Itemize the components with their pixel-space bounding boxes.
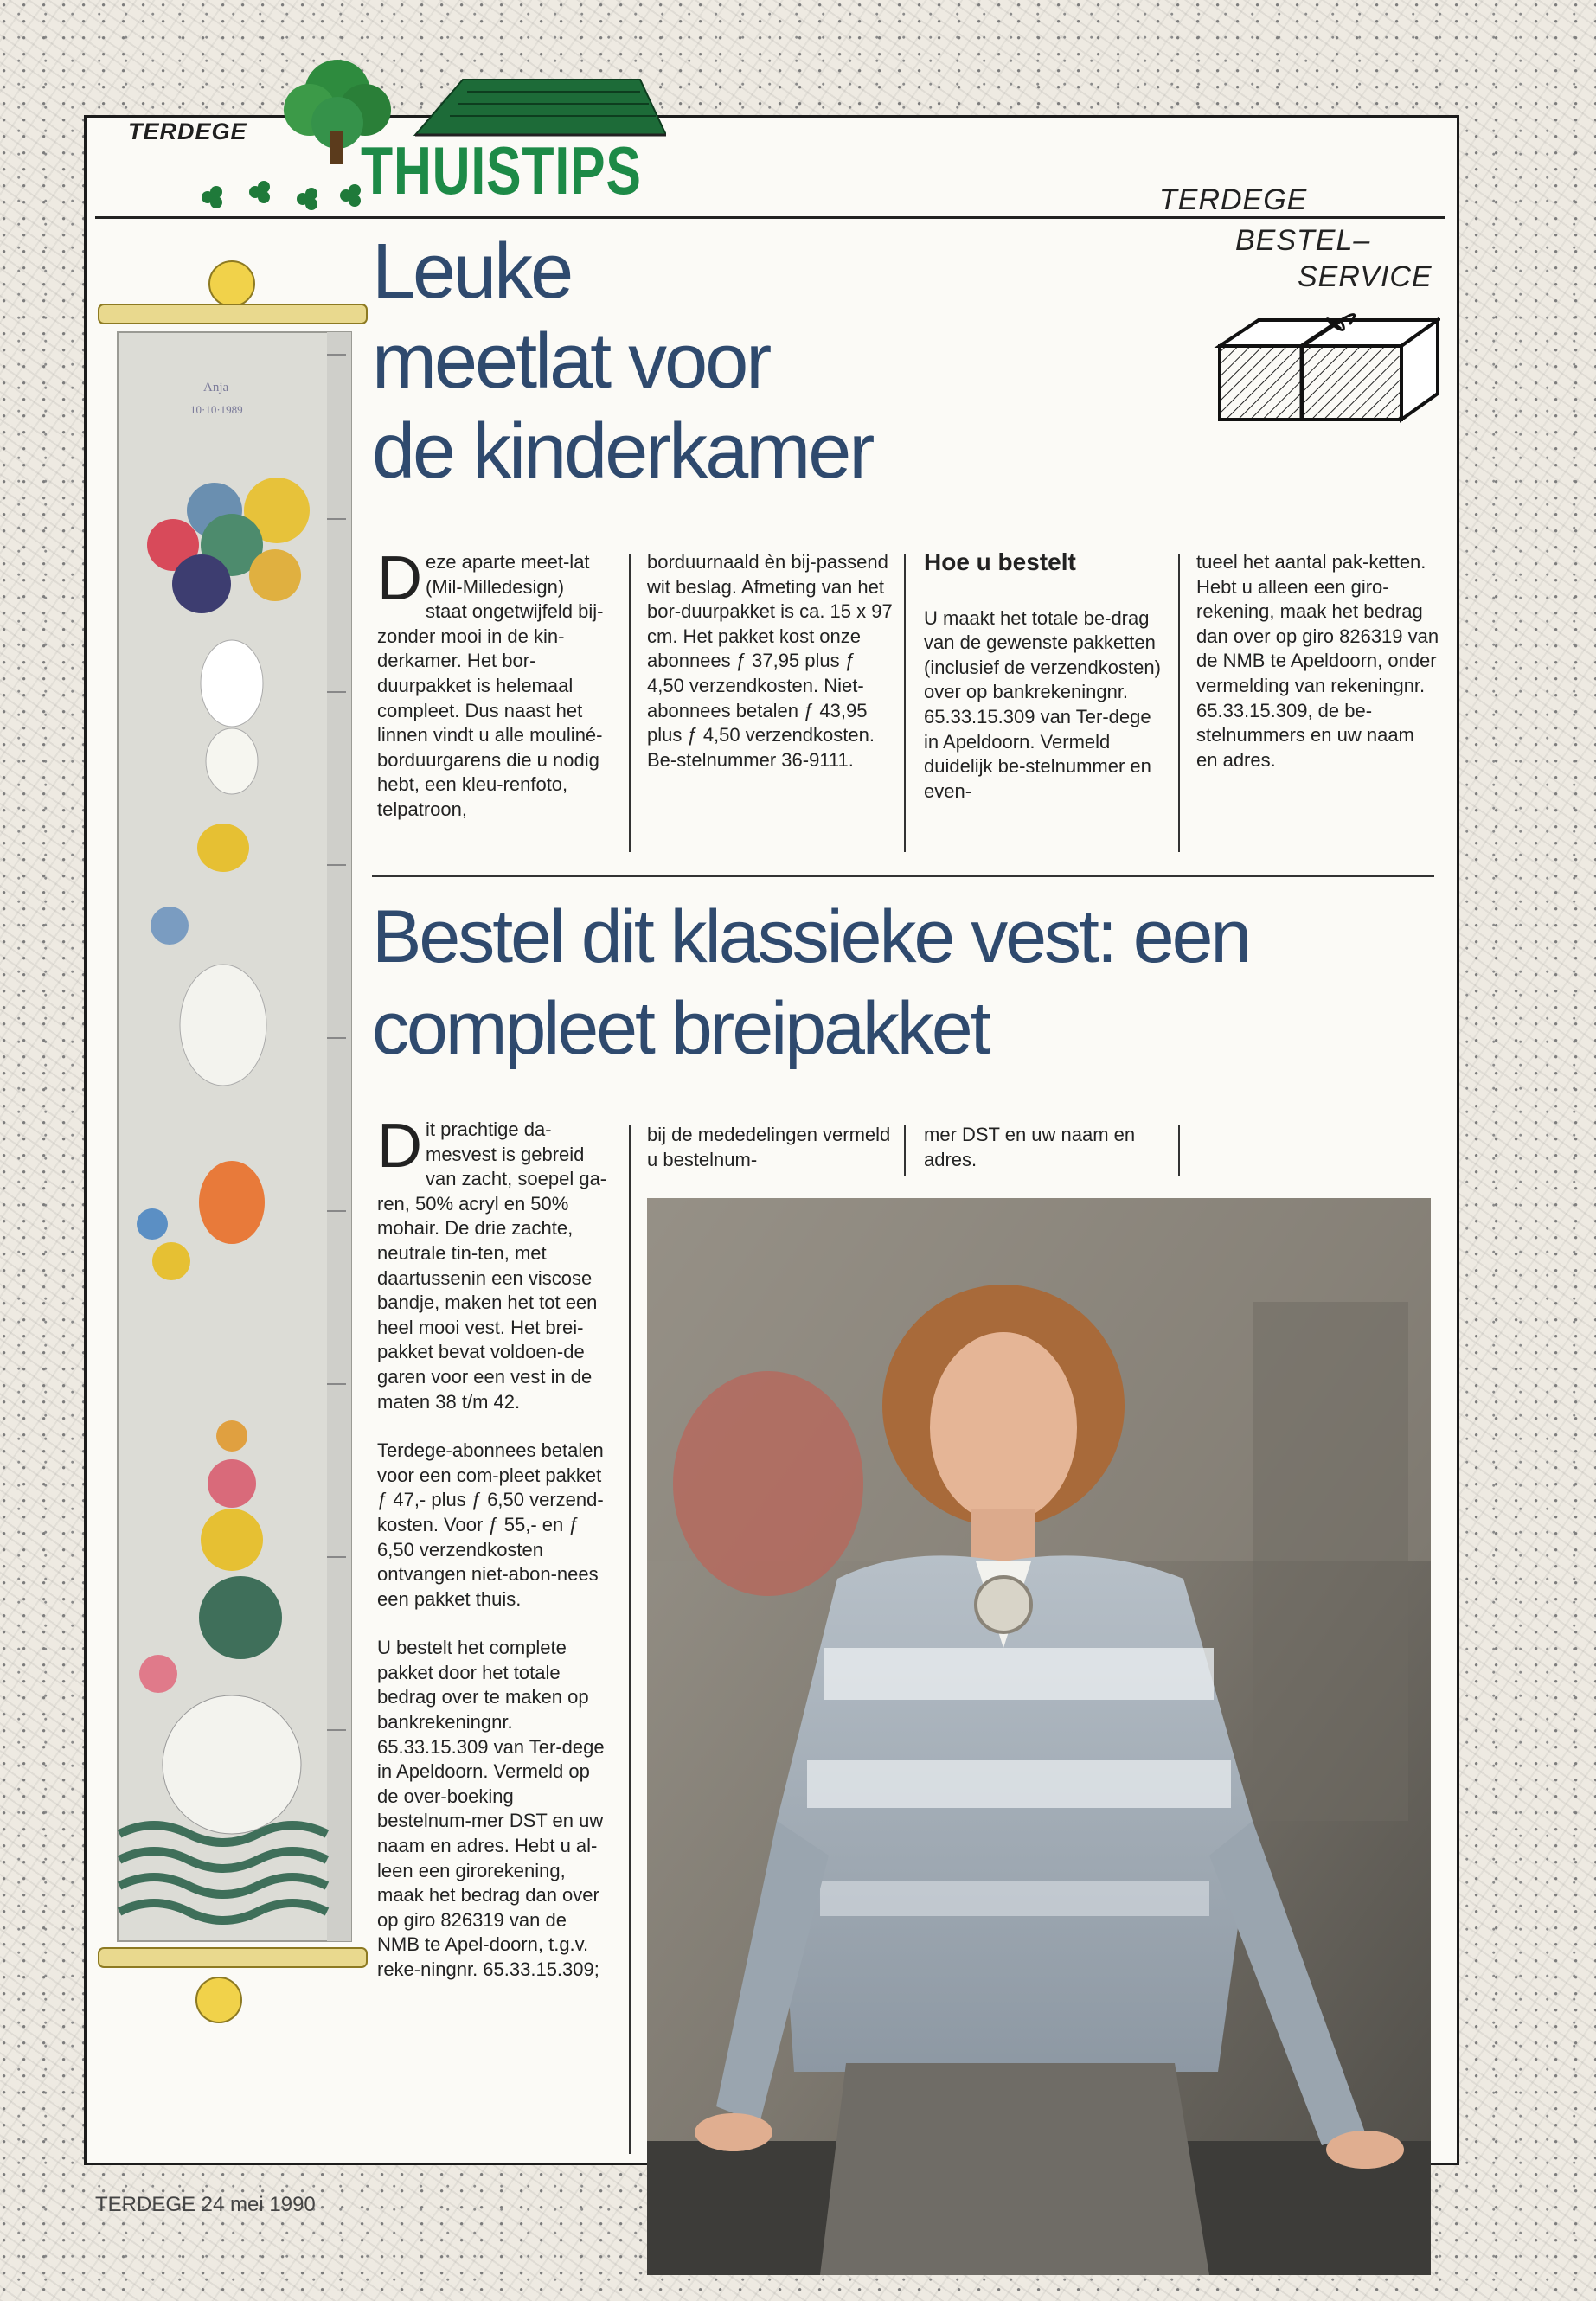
page-footer: TERDEGE 24 mei 1990 [95, 2193, 316, 2216]
article2-title-line: compleet breipakket [372, 987, 989, 1070]
article1-column-2 [647, 550, 896, 772]
brand-label: TERDEGE [128, 119, 247, 144]
article-divider [372, 875, 1434, 877]
article1-column-3 [924, 550, 1166, 804]
article1-column-divider [1178, 554, 1180, 852]
article2-col3-text: mer DST en uw naam en adres. [924, 1124, 1136, 1170]
article2-paragraph: U bestelt het complete pakket door het totale bedrag over te maken op bankrekeningnr. 65.33.15.309 van Ter-dege in Apeldoorn. Vermeld op de over-boeking bestelnum-mer DST en uw naam en adres. Hebt u al-leen een girorekening, maak het bedrag dan over op giro 826319 van de NMB te Apel-doorn, t.g.v. reke-ningnr. 65.33.15.309; [377, 1637, 605, 1980]
article2-column-divider [904, 1125, 906, 1176]
ruler-date-text: 10·10·1989 [190, 403, 243, 416]
article2-column-divider [629, 1125, 631, 2154]
article1-col3-text: U maakt het totale be-drag van de gewenste pakketten (inclusief de verzendkosten) over op bankrekeningnr. 65.33.15.309 van Ter-dege in Apeldoorn. Vermeld duidelijk be-stelnummer en even- [924, 606, 1161, 802]
ruler-name-text: Anja [203, 381, 229, 394]
article1-col1-text: eze aparte meet-lat (Mil-Milledesign) staat ongetwijfeld bij-zonder mooi in de kin-derkamer. Het bor-duurpakket is helemaal compleet. Dus naast het linnen vindt u alle mouliné-borduurgarens die u nodig hebt, een kleu-renfoto, telpatroon, [377, 551, 604, 820]
article1-dropcap: D [377, 544, 422, 613]
article1-column-4 [1196, 550, 1440, 772]
article2-column-divider [1178, 1125, 1180, 1176]
article1-col4-text: tueel het aantal pak-ketten. Hebt u alleen een giro-rekening, maak het bedrag dan over op giro 826319 van de NMB te Apeldoorn, onder vermelding van rekeningnr. 65.33.15.309, de be-stelnummers en uw naam en adres. [1196, 551, 1439, 771]
article1-column-divider [904, 554, 906, 852]
section-title: THUISTIPS [361, 132, 642, 208]
article2-column-1 [377, 1112, 612, 2007]
article1-title-line: Leuke [372, 228, 572, 315]
service-label-1: TERDEGE [1159, 183, 1308, 216]
cardigan-photo-illustration [647, 1198, 1431, 2275]
article2-title-line: Bestel dit klassieke vest: een [372, 895, 1250, 978]
article2-dropcap: D [377, 1112, 422, 1181]
article2-paragraph [377, 1112, 612, 1414]
article1-title-line: meetlat voor [372, 318, 770, 405]
article2-p1-text: it prachtige da-mesvest is gebreid van zacht, soepel ga-ren, 50% acryl en 50% mohair. De drie zachte, neutrale tin-ten, met daartussenin een viscose bandje, maken het tot een heel mooi vest. Het brei-pakket bevat voldoen-de garen voor een vest in de maten 38 t/m 42. [377, 1118, 607, 1413]
service-label-3: SERVICE [1298, 260, 1433, 293]
parcel-icon [1211, 311, 1440, 424]
house-roof-icon [381, 76, 666, 137]
article1-title-line: de kinderkamer [372, 408, 873, 495]
growth-ruler-image [93, 260, 370, 2024]
order-instructions-heading: Hoe u bestelt [924, 548, 1076, 575]
cardigan-photo [647, 1198, 1431, 2275]
service-label-2: BESTEL– [1235, 224, 1371, 257]
article1-title [372, 227, 872, 497]
article2-column-2 [647, 1123, 898, 1172]
article1-col2-text: borduurnaald èn bij-passend wit beslag. Afmeting van het bor-duurpakket is ca. 15 x 97 cm. Het pakket kost onze abonnees ƒ 37,95 plus ƒ 4,50 verzendkosten. Niet-abonnees betalen ƒ 43,95 plus ƒ 4,50 verzendkosten. Be-stelnummer 36-9111. [647, 551, 893, 771]
article2-col2-text: bij de mededelingen vermeld u bestelnum- [647, 1124, 891, 1170]
article2-title [372, 891, 1249, 1074]
article2-column-3 [924, 1123, 1166, 1172]
article1-column-1 [377, 544, 604, 823]
article1-column-divider [629, 554, 631, 852]
article2-paragraph: Terdege-abonnees betalen voor een com-pleet pakket ƒ 47,- plus ƒ 6,50 verzend-kosten. Voor ƒ 55,- en ƒ 6,50 verzendkosten ontvangen niet-abon-nees een pakket thuis. [377, 1439, 604, 1610]
clover-icon [195, 180, 368, 215]
